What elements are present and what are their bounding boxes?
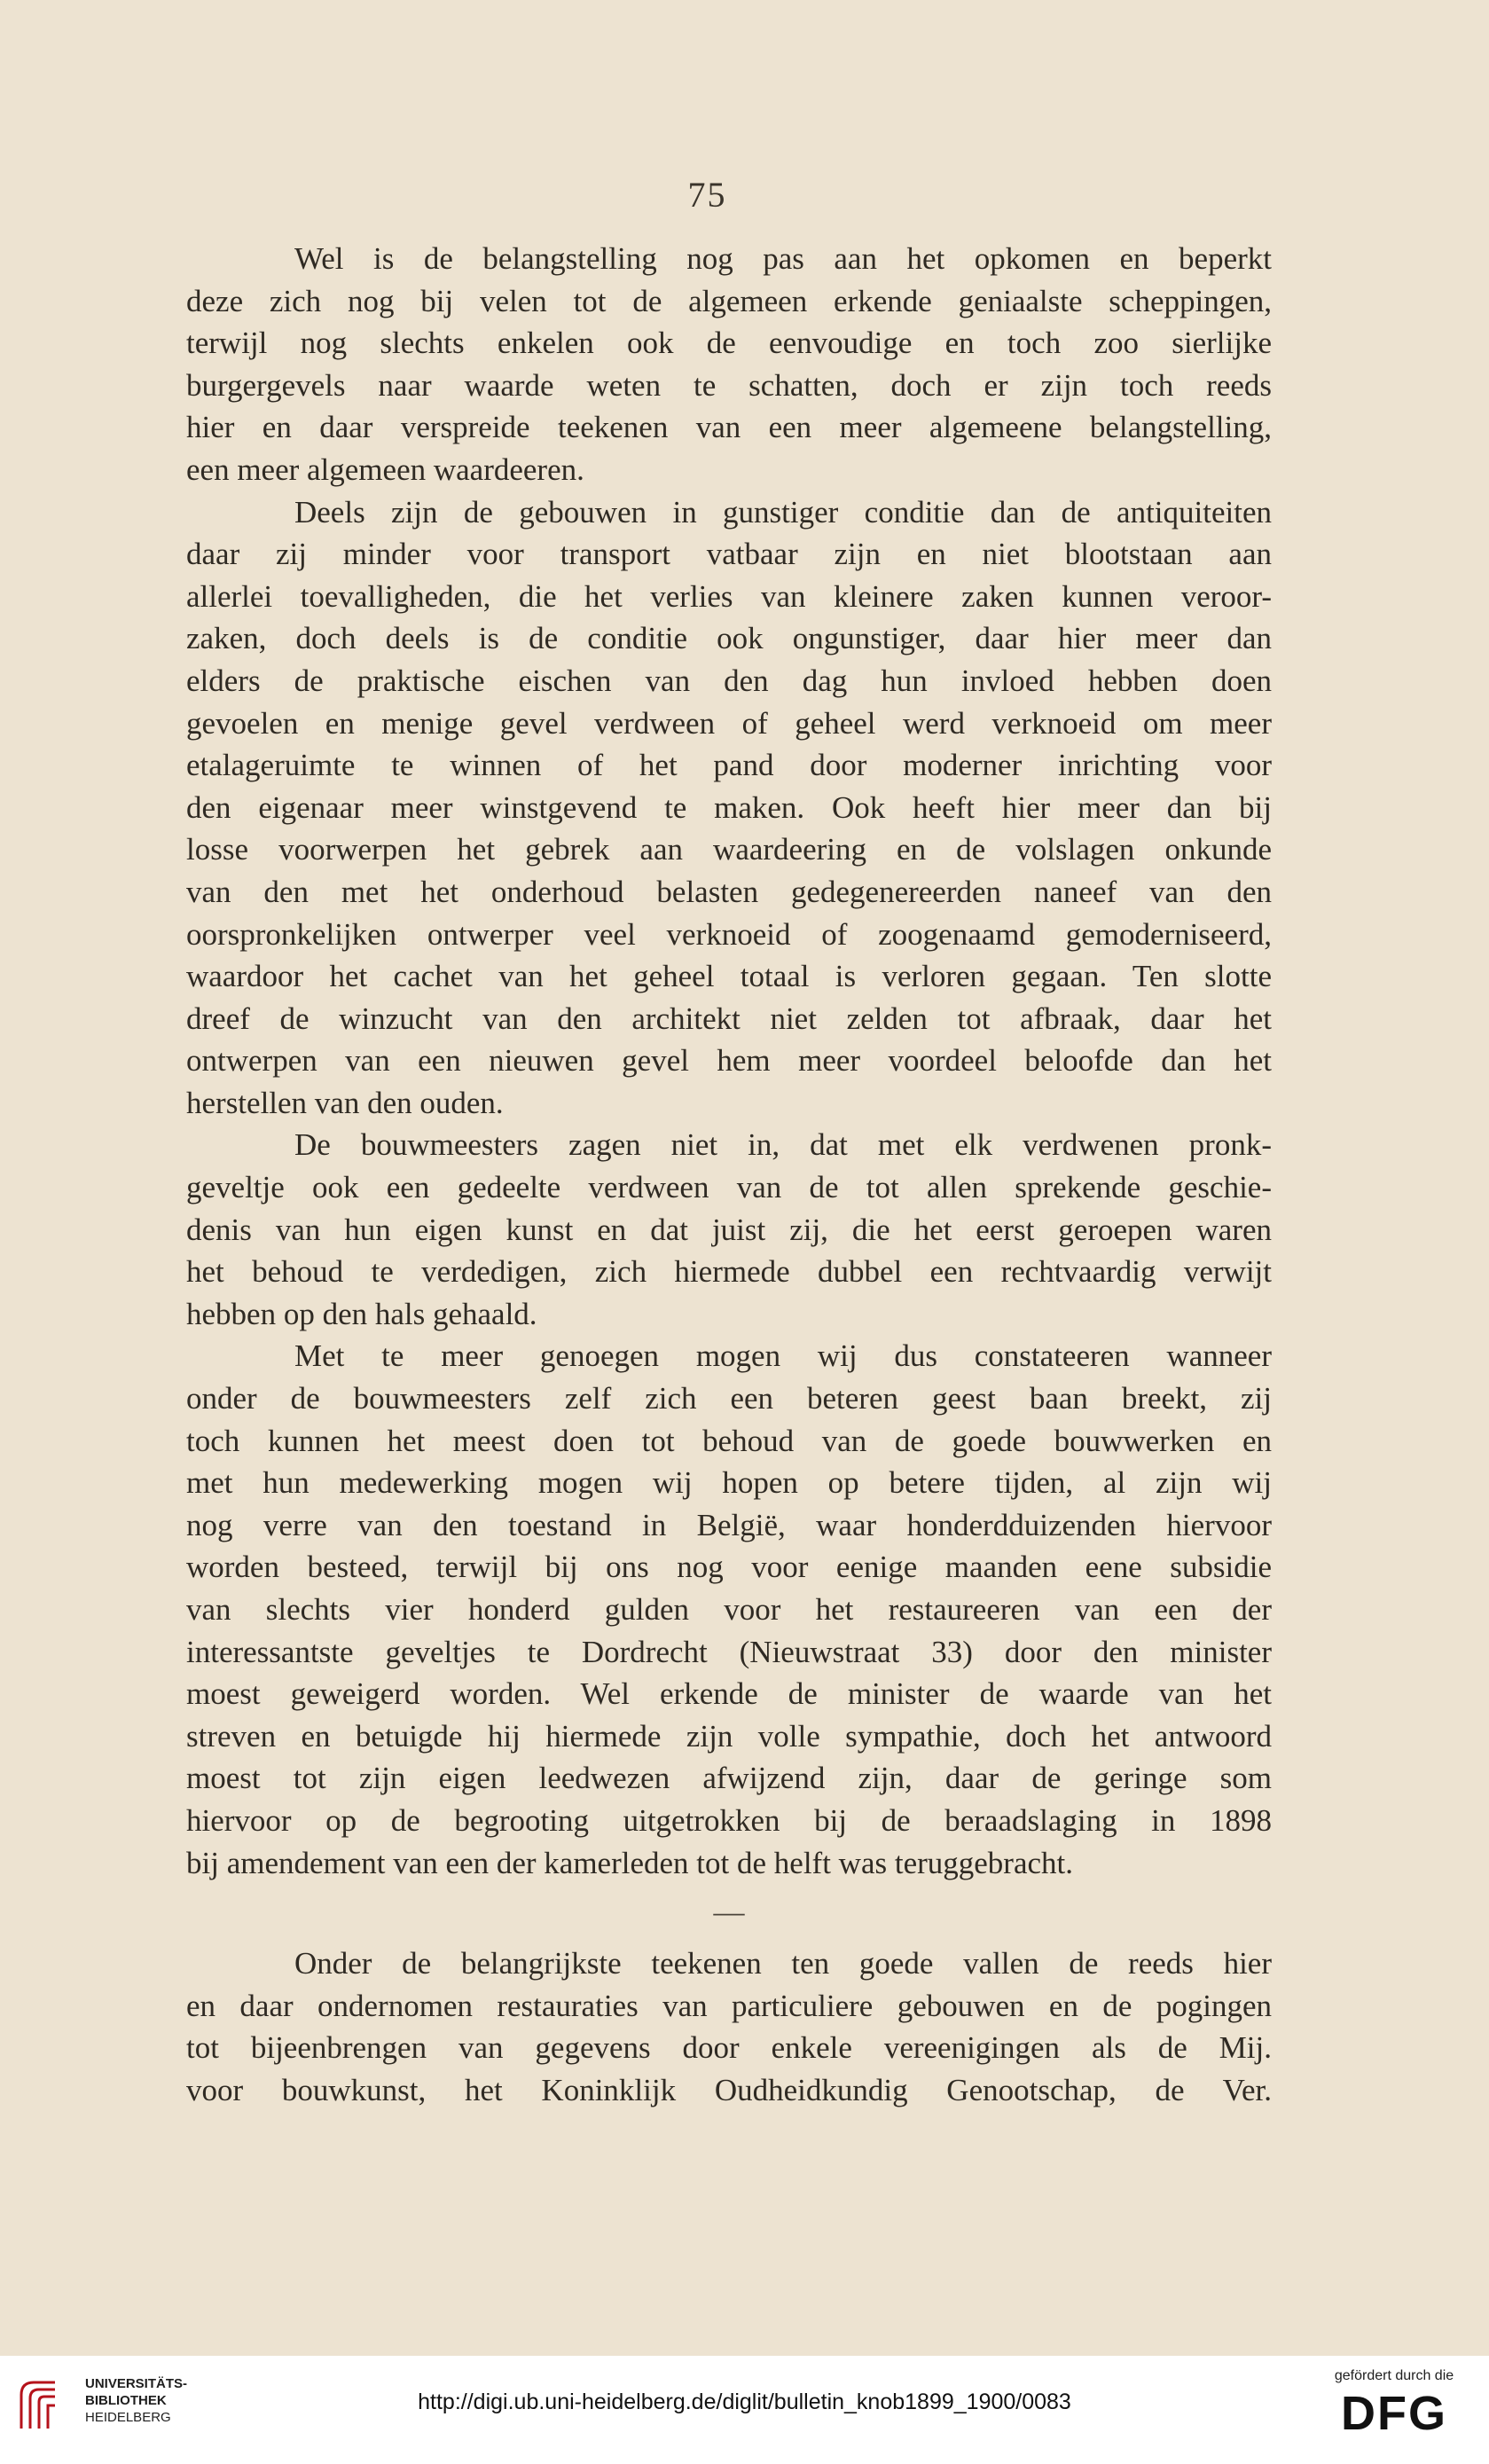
text-line: onder de bouwmeesters zelf zich een beteren geest baan breekt, zij (186, 1381, 1272, 1416)
text-line: burgergevels naar waarde weten te schatten, doch er zijn toch reeds (186, 367, 1272, 403)
text-line: moest tot zijn eigen leedwezen afwijzend zijn, daar de geringe som (186, 1761, 1272, 1796)
text-line: hebben op den hals gehaald. (186, 1296, 537, 1331)
text-line: daar zij minder voor transport vatbaar zijn en niet blootstaan aan (186, 537, 1272, 572)
text-line: een meer algemeen waardeeren. (186, 451, 584, 487)
text-line: voor bouwkunst, het Koninklijk Oudheidkundig Genootschap, de Ver. (186, 2072, 1272, 2107)
text-line: worden besteed, terwijl bij ons nog voor eenige maanden eene subsidie (186, 1550, 1272, 1585)
text-line: ontwerpen van een nieuwen gevel hem meer voordeel beloofde dan het (186, 1043, 1272, 1079)
text-line: oorspronkelijken ontwerper veel verknoeid of zoogenaamd gemoderniseerd, (186, 916, 1272, 952)
text-line: denis van hun eigen kunst en dat juist zij, die het eerst geroepen waren (186, 1212, 1272, 1247)
text-line: van slechts vier honderd gulden voor het restaureeren van een der (186, 1592, 1272, 1627)
text-line: den eigenaar meer winstgevend te maken. Ook heeft hier meer dan bij (186, 789, 1272, 825)
section-separator: — (713, 1895, 745, 1930)
text-line: Deels zijn de gebouwen in gunstiger conditie dan de antiquiteiten (294, 494, 1272, 530)
text-line: bij amendement van een der kamerleden tot de helft was teruggebracht. (186, 1845, 1073, 1880)
text-line: hier en daar verspreide teekenen van een meer algemeene belangstelling, (186, 410, 1272, 445)
text-line: nog verre van den toestand in België, waar honderdduizenden hiervoor (186, 1507, 1272, 1542)
viewer-footer (0, 2356, 1489, 2464)
text-line: herstellen van den ouden. (186, 1085, 504, 1120)
text-line: Onder de belangrijkste teekenen ten goede vallen de reeds hier (294, 1946, 1272, 1981)
text-line: elders de praktische eischen van den dag hun invloed hebben doen (186, 663, 1272, 698)
text-line: terwijl nog slechts enkelen ook de eenvoudige en toch zoo sierlijke (186, 326, 1272, 361)
text-line: waardoor het cachet van het geheel totaal is verloren gegaan. Ten slotte (186, 959, 1272, 994)
funding-label: gefördert durch die (1334, 2368, 1454, 2383)
text-line: Met te meer genoegen mogen wij dus constateeren wanneer (294, 1338, 1272, 1374)
text-line: gevoelen en menige gevel verdween of geheel werd verknoeid om meer (186, 705, 1272, 741)
text-line: moest geweigerd worden. Wel erkende de minister de waarde van het (186, 1676, 1272, 1712)
library-name-line1: UNIVERSITÄTS- (85, 2376, 188, 2391)
text-line: met hun medewerking mogen wij hopen op betere tijden, al zijn wij (186, 1465, 1272, 1501)
text-line: etalageruimte te winnen of het pand door moderner inrichting voor (186, 748, 1272, 783)
text-line: tot bijeenbrengen van gegevens door enkele vereenigingen als de Mij. (186, 2030, 1272, 2066)
text-line: De bouwmeesters zagen niet in, dat met elk verdwenen pronk- (294, 1127, 1272, 1163)
text-line: toch kunnen het meest doen tot behoud van de goede bouwwerken en (186, 1423, 1272, 1458)
text-line: dreef de winzucht van den architekt niet zelden tot afbraak, daar het (186, 1001, 1272, 1036)
text-line: en daar ondernomen restauraties van particuliere gebouwen en de pogingen (186, 1988, 1272, 2023)
text-line: deze zich nog bij velen tot de algemeen erkende geniaalste scheppingen, (186, 283, 1272, 318)
text-line: Wel is de belangstelling nog pas aan het opkomen en beperkt (294, 241, 1272, 276)
text-line: hiervoor op de begrooting uitgetrokken bij de beraadslaging in 1898 (186, 1802, 1272, 1838)
text-line: interessantste geveltjes te Dordrecht (Nieuwstraat 33) door den minister (186, 1634, 1272, 1669)
text-line: geveltje ook een gedeelte verdween van de tot allen sprekende geschie- (186, 1170, 1272, 1205)
text-line: losse voorwerpen het gebrek aan waardeering en de volslagen onkunde (186, 832, 1272, 867)
text-line: allerlei toevalligheden, die het verlies van kleinere zaken kunnen veroor- (186, 578, 1272, 614)
library-name-line2: BIBLIOTHEK (85, 2393, 167, 2408)
text-line: zaken, doch deels is de conditie ook ongunstiger, daar hier meer dan (186, 621, 1272, 656)
text-line: van den met het onderhoud belasten gedegenereerden naneef van den (186, 874, 1272, 909)
page-number: 75 (687, 175, 727, 215)
library-name-line3: HEIDELBERG (85, 2410, 171, 2425)
funding-logo[interactable] (1319, 2368, 1469, 2453)
body-text (186, 238, 1272, 2112)
text-line: streven en betuigde hij hiermede zijn volle sympathie, doch het antwoord (186, 1718, 1272, 1754)
text-line: het behoud te verdedigen, zich hiermede dubbel een rechtvaardig verwijt (186, 1254, 1272, 1290)
source-url-link[interactable]: http://digi.ub.uni-heidelberg.de/diglit/bulletin_knob1899_1900/0083 (418, 2389, 1071, 2414)
dfg-logo: DFG (1341, 2387, 1447, 2440)
